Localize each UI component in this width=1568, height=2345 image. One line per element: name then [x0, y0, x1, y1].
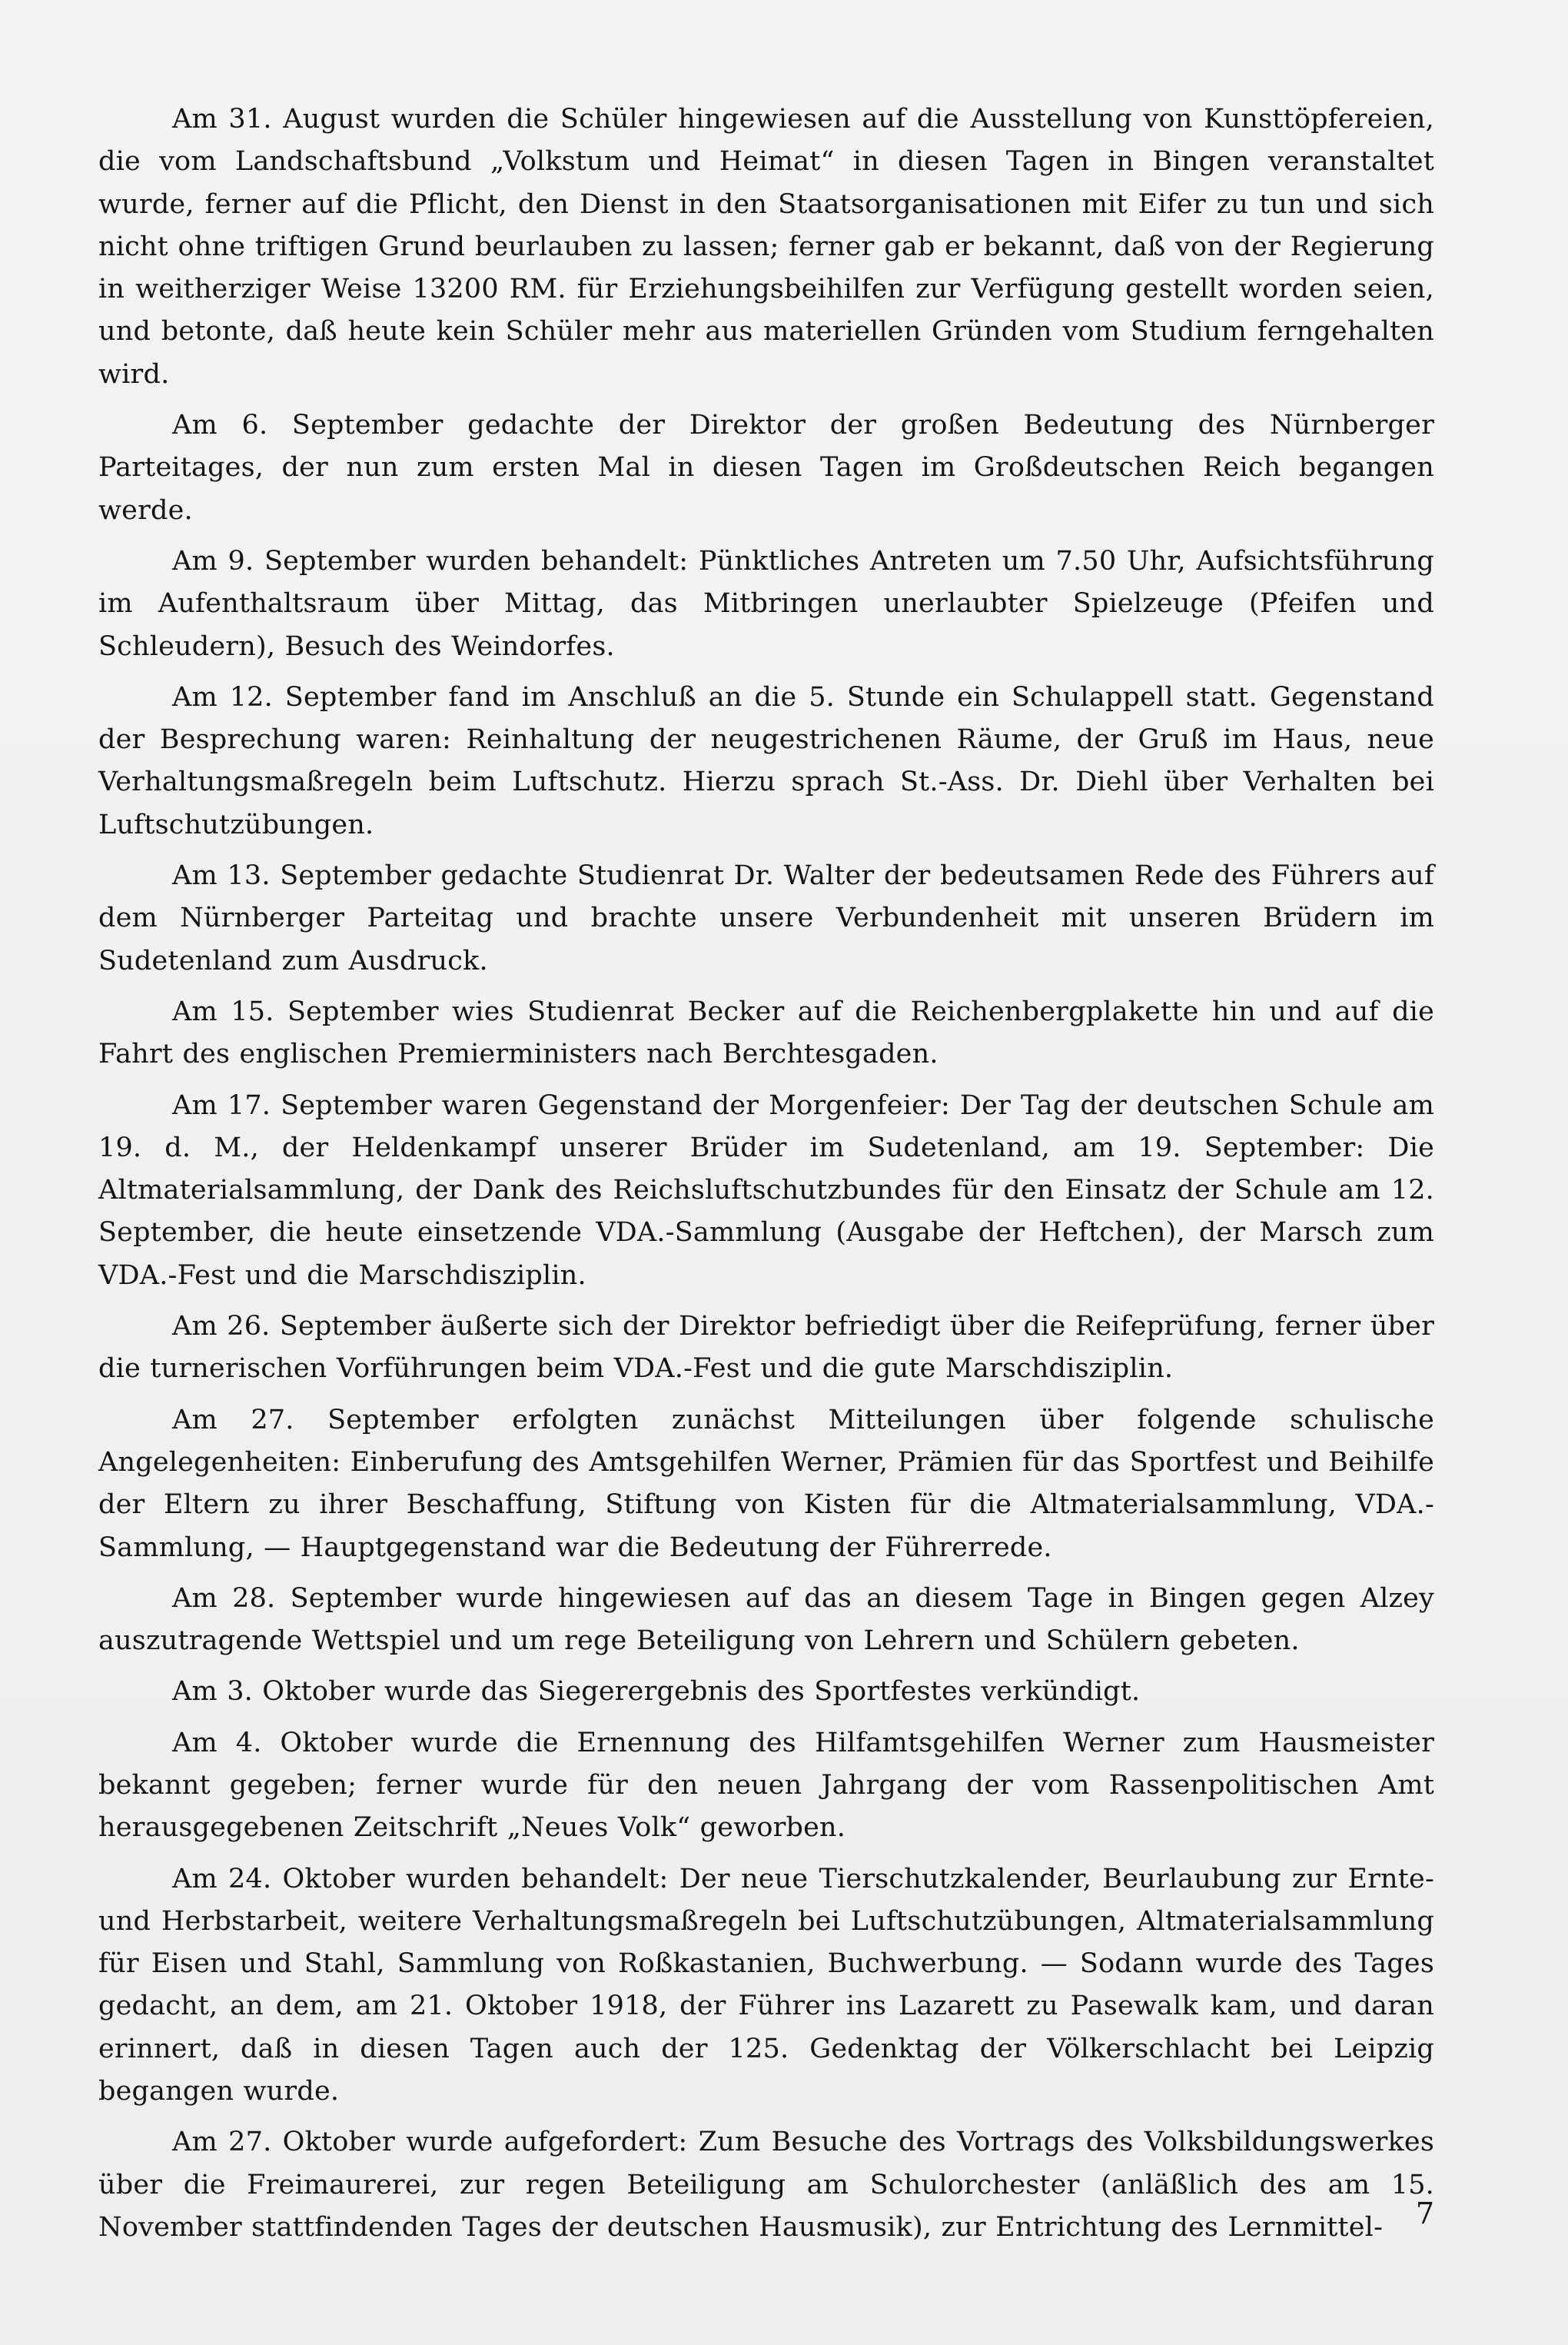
paragraph-sep-28: Am 28. September wurde hingewiesen auf das an diesem Tage in Bingen gegen Alzey auszutragende Wettspiel und um rege Beteiligung von Lehrern und Schülern gebeten. [98, 1582, 1434, 1657]
paragraph-sep-9: Am 9. September wurden behandelt: Pünktliches Antreten um 7.50 Uhr, Aufsichtsführung im Aufenthaltsraum über Mittag, das Mitbringen unerlaubter Spielzeuge (Pfeifen und Schleudern), Besuch des Weindorfes. [98, 545, 1434, 662]
paragraph-sep-12: Am 12. September fand im Anschluß an die 5. Stunde ein Schulappell statt. Gegenstand der Besprechung waren: Reinhaltung der neugestrichenen Räume, der Gruß im Haus, neue Verhaltungsmaßregeln beim Luftschutz. Hierzu sprach St.-Ass. Dr. Diehl über Verhalten bei Luftschutzübungen. [98, 681, 1434, 840]
body-text [98, 98, 1434, 2257]
page-number: 7 [1415, 2197, 1434, 2230]
paragraph-sep-27: Am 27. September erfolgten zunächst Mitteilungen über folgende schulische Angelegenheiten: Einberufung des Amtsgehilfen Werner, Prämien für das Sportfest und Beihilfe der Eltern zu ihrer Beschaffung, Stiftung von Kisten für die Altmaterialsammlung, VDA.-Sammlung, — Hauptgegenstand war die Bedeutung der Führerrede. [98, 1404, 1434, 1563]
paragraph-oct-27: Am 27. Oktober wurde aufgefordert: Zum Besuche des Vortrags des Volksbildungswerkes über die Freimaurerei, zur regen Beteiligung am Schulorchester (anläßlich des am 15. November stattfindenden Tages der deutschen Hausmusik), zur Entrichtung des Lernmittel- [98, 2127, 1434, 2243]
paragraph-sep-15: Am 15. September wies Studienrat Becker auf die Reichenbergplakette hin und auf die Fahrt des englischen Premierministers nach Berchtesgaden. [98, 996, 1434, 1070]
paragraph-sep-17: Am 17. September waren Gegenstand der Morgenfeier: Der Tag der deutschen Schule am 19. d. M., der Heldenkampf unserer Brüder im Sudetenland, am 19. September: Die Altmaterialsammlung, der Dank des Reichsluftschutzbundes für den Einsatz der Schule am 12. September, die heute einsetzende VDA.-Sammlung (Ausgabe der Heftchen), der Marsch zum VDA.-Fest und die Marschdisziplin. [98, 1089, 1434, 1291]
paragraph-oct-24: Am 24. Oktober wurden behandelt: Der neue Tierschutzkalender, Beurlaubung zur Ernte- und Herbstarbeit, weitere Verhaltungsmaßregeln bei Luftschutzübungen, Altmaterialsammlung für Eisen und Stahl, Sammlung von Roßkastanien, Buchwerbung. — Sodann wurde des Tages gedacht, an dem, am 21. Oktober 1918, der Führer ins Lazarett zu Pasewalk kam, und daran erinnert, daß in diesen Tagen auch der 125. Gedenktag der Völkerschlacht bei Leipzig begangen wurde. [98, 1863, 1434, 2107]
paragraph-sep-6: Am 6. September gedachte der Direktor der großen Bedeutung des Nürnberger Parteitages, der nun zum ersten Mal in diesen Tagen im Großdeutschen Reich begangen werde. [98, 410, 1434, 526]
paragraph-aug-31: Am 31. August wurden die Schüler hingewiesen auf die Ausstellung von Kunsttöpfereien, die vom Landschaftsbund „Volkstum und Heimat“ in diesen Tagen in Bingen veranstaltet wurde, ferner auf die Pflicht, den Dienst in den Staatsorganisationen mit Eifer zu tun und sich nicht ohne triftigen Grund beurlauben zu lassen; ferner gab er bekannt, daß von der Regierung in weitherziger Weise 13200 RM. für Erziehungsbeihilfen zur Verfügung gestellt worden seien, und betonte, daß heute kein Schüler mehr aus materiellen Gründen vom Studium ferngehalten wird. [98, 104, 1434, 390]
paragraph-oct-3: Am 3. Oktober wurde das Siegerergebnis des Sportfestes verkündigt. [172, 1676, 1141, 1708]
paragraph-oct-4: Am 4. Oktober wurde die Ernennung des Hilfamtsgehilfen Werner zum Hausmeister bekannt gegeben; ferner wurde für den neuen Jahrgang der vom Rassenpolitischen Amt herausgegebenen Zeitschrift „Neues Volk“ geworben. [98, 1727, 1434, 1844]
paragraph-sep-26: Am 26. September äußerte sich der Direktor befriedigt über die Reifeprüfung, ferner über die turnerischen Vorführungen beim VDA.-Fest und die gute Marschdisziplin. [98, 1311, 1434, 1385]
paragraph-sep-13: Am 13. September gedachte Studienrat Dr. Walter der bedeutsamen Rede des Führers auf dem Nürnberger Parteitag und brachte unsere Verbundenheit mit unseren Brüdern im Sudetenland zum Ausdruck. [98, 860, 1434, 976]
